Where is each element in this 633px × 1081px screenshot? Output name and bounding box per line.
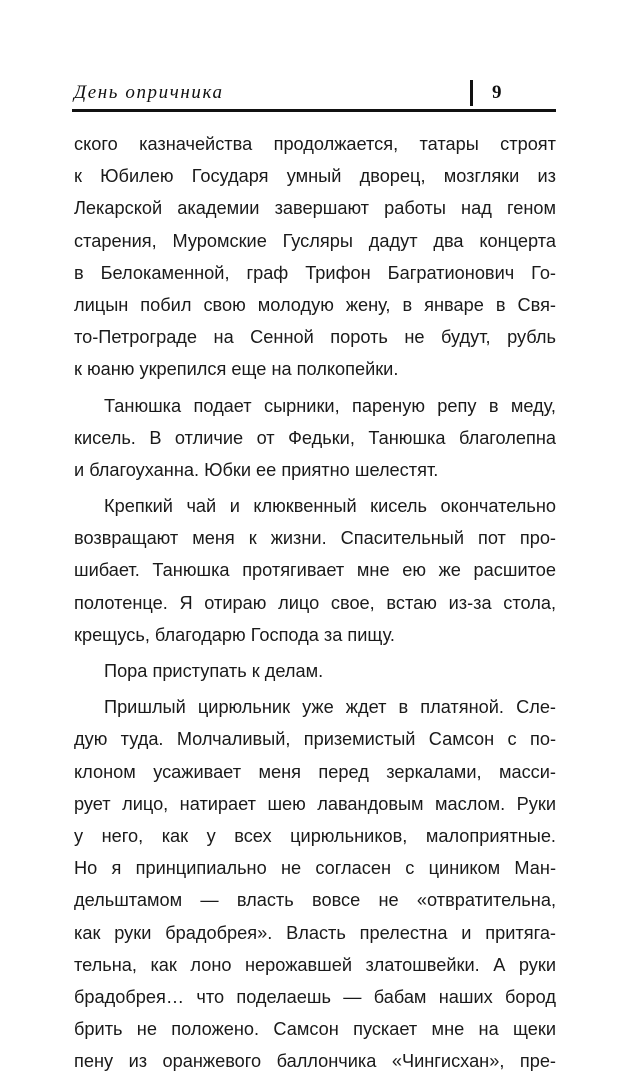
text-line: к Юбилею Государя умный дворец, мозгляки из — [74, 166, 556, 187]
text-line: лицын побил свою молодую жену, в январе в Свя- — [74, 294, 556, 315]
text-line: пену из оранжевого баллончика «Чингисхан», пре- — [74, 1051, 556, 1072]
text-line: и благоуханна. Юбки ее приятно шелестят. — [74, 459, 439, 480]
header-divider — [470, 80, 473, 106]
text-line: кисель. В отличие от Федьки, Танюшка благолепна — [74, 427, 556, 448]
text-line: дую туда. Молчаливый, приземистый Самсон с по- — [74, 729, 556, 750]
paragraph — [74, 128, 556, 386]
text-line: клоном усаживает меня перед зеркалами, масси- — [74, 761, 556, 782]
paragraph — [74, 691, 556, 1077]
text-line: Пора приступать к делам. — [104, 661, 324, 681]
text-line: тельна, как лоно нерожавшей златошвейки. А руки — [74, 954, 556, 975]
text-line: в Белокаменной, граф Трифон Багратионович Го- — [74, 262, 556, 283]
text-line: Пришлый цирюльник уже ждет в платяной. Сле- — [104, 697, 556, 718]
text-line: как руки брадобрея». Власть прелестна и притяга- — [74, 922, 556, 943]
text-line: рует лицо, натирает шею лавандовым маслом. Руки — [74, 793, 556, 814]
header-rule — [72, 109, 556, 112]
text-line: полотенце. Я отираю лицо свое, встаю из-за стола, — [74, 592, 556, 613]
page-number: 9 — [492, 82, 502, 103]
text-line: шибает. Танюшка протягивает мне ею же расшитое — [74, 560, 556, 581]
text-line: брадобрея… что поделаешь — бабам наших бород — [74, 986, 556, 1007]
paragraph — [74, 655, 556, 687]
paragraph — [74, 490, 556, 651]
running-header — [72, 78, 556, 108]
text-line: крещусь, благодарю Господа за пищу. — [74, 624, 395, 645]
book-title: День опричника — [74, 82, 224, 103]
text-line: у него, как у всех цирюльников, малоприятные. — [74, 825, 556, 846]
text-line: дельштамом — власть вовсе не «отвратительна, — [74, 890, 556, 911]
text-line: старения, Муромские Гусляры дадут два концерта — [74, 230, 556, 251]
text-line: Лекарской академии завершают работы над геном — [74, 198, 556, 219]
page-text — [74, 128, 556, 1081]
text-line: Танюшка подает сырники, пареную репу в меду, — [104, 395, 556, 416]
text-line: Но я принципиально не согласен с циником Ман- — [74, 858, 556, 879]
text-line: возвращают меня к жизни. Спасительный пот про- — [74, 528, 556, 549]
paragraph — [74, 390, 556, 487]
text-line: Крепкий чай и клюквенный кисель окончательно — [104, 496, 556, 517]
text-line: к юаню укрепился еще на полкопейки. — [74, 359, 399, 380]
text-line: то-Петрограде на Сенной пороть не будут, рубль — [74, 327, 556, 348]
text-line: ского казначейства продолжается, татары строят — [74, 134, 556, 154]
text-line: брить не положено. Самсон пускает мне на щеки — [74, 1019, 556, 1040]
